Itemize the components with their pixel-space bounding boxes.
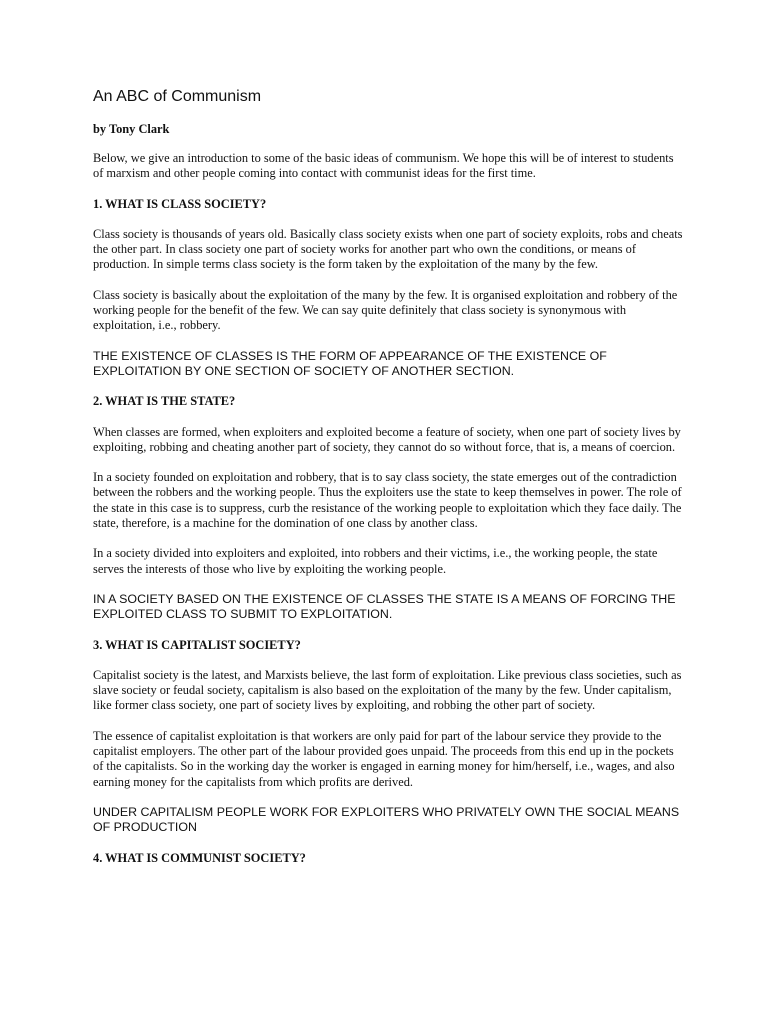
body-paragraph: The essence of capitalist exploitation is that workers are only paid for part of the labour service they provide to the capitalist employers. The other part of the labour provided goes unpaid. The proceeds from this end up in the pockets of the capitalists. So in the working day the worker is engaged in earning money for him/herself, i.e., wages, and also earning money for the capitalists from which profits are derived. — [93, 728, 675, 789]
section-summary: IN A SOCIETY BASED ON THE EXISTENCE OF CLASSES THE STATE IS A MEANS OF FORCING THE EXPLOITED CLASS TO SUBMIT TO EXPLOITATION. — [93, 591, 676, 622]
document-body — [93, 151, 683, 881]
section-summary: UNDER CAPITALISM PEOPLE WORK FOR EXPLOITERS WHO PRIVATELY OWN THE SOCIAL MEANS OF PRODUCTION — [93, 804, 680, 835]
body-paragraph: Capitalist society is the latest, and Marxists believe, the last form of exploitation. Like previous class societies, such as slave society or feudal society, capitalism is also based on the exploitation of the many by the few. Under capitalism, like former class society, one part of society lives by exploiting, and robbing the other part of society. — [93, 667, 682, 713]
section-heading: 1. WHAT IS CLASS SOCIETY? — [93, 196, 267, 211]
body-paragraph: When classes are formed, when exploiters and exploited become a feature of society, when one part of society lives by exploiting, robbing and cheating another part of society, they cannot do so without force, that is, a means of coercion. — [93, 424, 681, 454]
document-author: by Tony Clark — [93, 122, 170, 136]
document-title: An ABC of Communism — [93, 88, 262, 105]
body-paragraph: In a society founded on exploitation and robbery, that is to say class society, the state emerges out of the contradiction between the robbers and the working people. Thus the exploiters use the state to keep themselves in power. The role of the state in this case is to suppress, curb the resistance of the working people to exploitation which they face daily. The state, therefore, is a machine for the domination of one class by another class. — [93, 470, 682, 531]
body-paragraph: Class society is thousands of years old. Basically class society exists when one part of society exploits, robs and cheats the other part. In class society one part of society works for another part who own the conditions, or means of production. In simple terms class society is the form taken by the exploitation of the many by the few. — [93, 226, 683, 272]
section-heading: 4. WHAT IS COMMUNIST SOCIETY? — [93, 850, 306, 865]
section-summary: THE EXISTENCE OF CLASSES IS THE FORM OF APPEARANCE OF THE EXISTENCE OF EXPLOITATION BY ONE SECTION OF SOCIETY OF ANOTHER SECTION. — [93, 348, 607, 378]
body-paragraph: Class society is basically about the exploitation of the many by the few. It is organised exploitation and robbery of the working people for the benefit of the few. We can say quite definitely that class society is synonymous with exploitation, i.e., robbery. — [93, 287, 678, 333]
intro-paragraph: Below, we give an introduction to some of the basic ideas of communism. We hope this will be of interest to students of marxism and other people coming into contact with communist ideas for the first time. — [93, 151, 674, 181]
section-heading: 2. WHAT IS THE STATE? — [93, 394, 236, 409]
section-heading: 3. WHAT IS CAPITALIST SOCIETY? — [93, 637, 301, 652]
body-paragraph: In a society divided into exploiters and exploited, into robbers and their victims, i.e., the working people, the state serves the interests of those who live by exploiting the working people. — [93, 546, 658, 576]
